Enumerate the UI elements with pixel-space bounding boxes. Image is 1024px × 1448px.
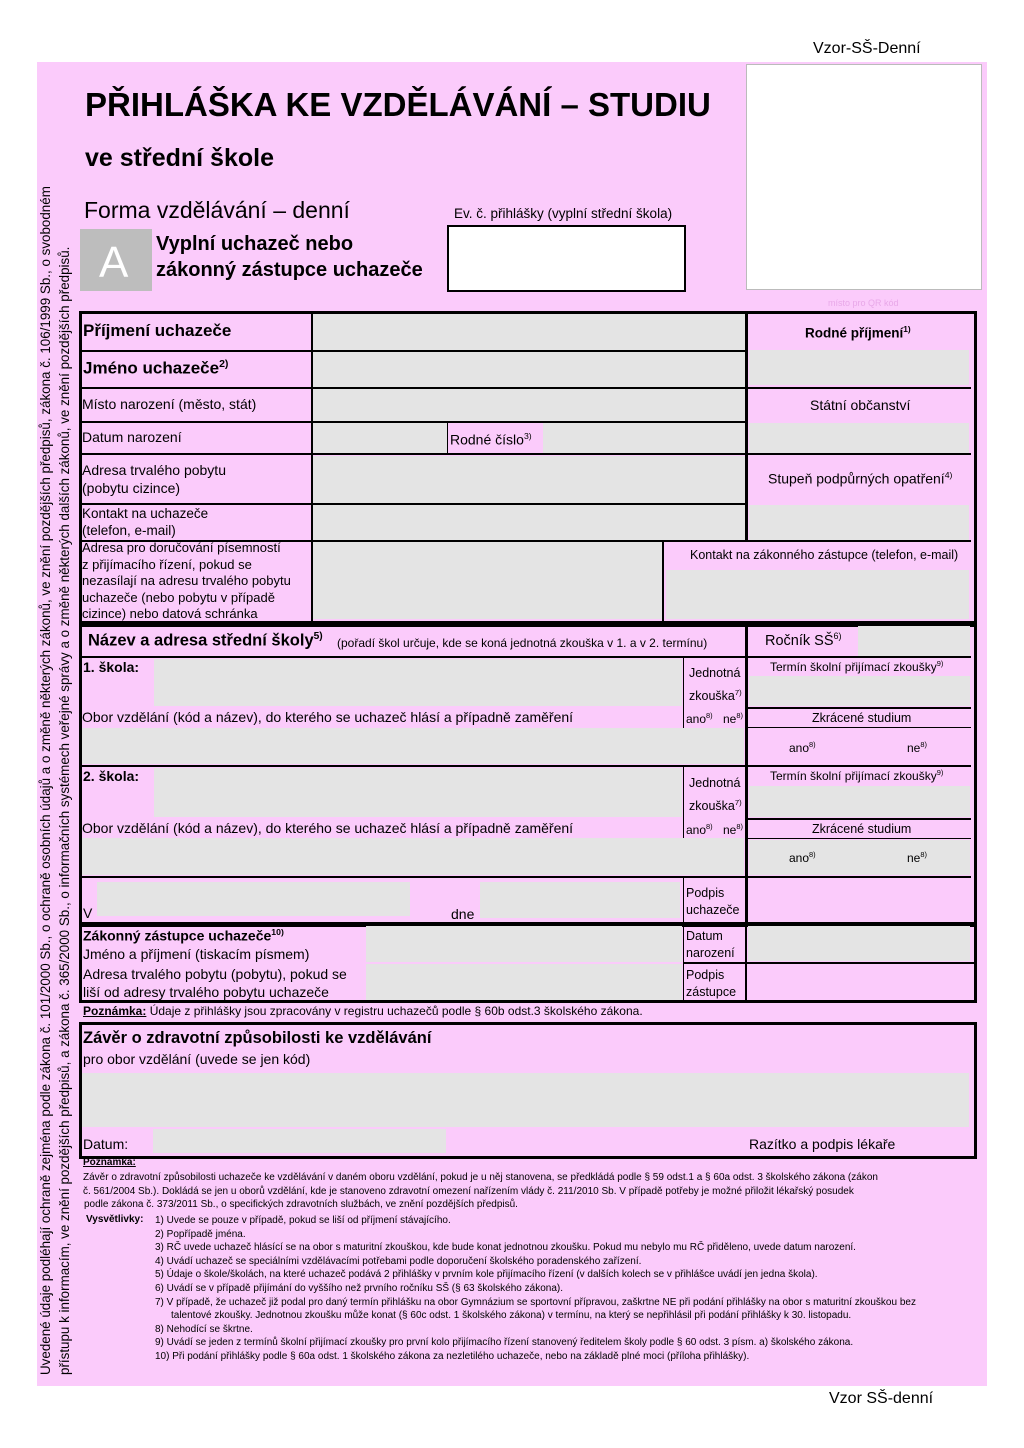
guardian-contact-field[interactable] [666,570,969,619]
place-label: V [83,905,93,921]
divider [745,838,971,839]
divider [79,876,971,878]
list-item: 9) Uvádí se jeden z termínů školní přijímací zkoušky pro první kolo přijímacího řízení stanovený ředitelem školy podle § 60 odst. 3 písm. a) školského zákona. [155,1337,854,1349]
part-line-1: Vyplní uchazeč nebo [156,233,354,255]
list-item: talentové zkoušky. Jednotnou zkoušku může konat (§ 60c odst. 1 školského zákona) v termínu, na který se nepřihlásil při podání přihlášky k 30. listopadu. [171,1310,852,1322]
surname-label: Příjmení uchazeče [83,321,232,340]
doctor-stamp-label: Razítko a podpis lékaře [749,1136,896,1152]
list-item: 5) Údaje o škole/školách, na které uchazeč podává 2 přihlášky v prvním kole přijímacího řízení (v dalších kolech se v přihlášce uvádí jen jedna škola). [155,1269,818,1281]
divider [447,421,448,453]
school-1-short-no[interactable]: $ne^{8)}$ [907,740,927,755]
school-1-termin-label: Termín školní přijímací zkoušky$^{9)}$ [770,659,944,674]
health-title: Závěr o zdravotní způsobilosti ke vzdělávání [83,1029,432,1047]
school-2-exam-no[interactable]: $ne^{8)}$ [723,822,743,837]
divider [683,656,684,728]
list-item: 8) Nehodící se škrtne. [155,1323,253,1335]
school-1-name-field[interactable] [154,659,682,706]
delivery-address-label: Adresa pro doručování písemností z přijímacího řízení, pokud se nezasílají na adresu trvalého pobytu uchazeče (nebo pobytu v případě cizince) nebo datová schránka [82,540,291,621]
form-code-bottom: Vzor SŠ-denní [829,1390,934,1407]
list-item: 2) Popřípadě jména. [155,1228,246,1240]
form-type: Forma vzdělávání – denní [84,197,350,223]
divider [79,350,748,352]
school-2-name-field[interactable] [154,768,682,817]
school-1-exam-no[interactable]: $ne^{8)}$ [723,711,743,726]
birth-surname-field[interactable] [749,350,969,385]
birthdate-label: Datum narození [82,429,182,445]
guardian-birthdate-field[interactable] [748,926,970,961]
guardian-address-field[interactable] [366,964,682,1000]
divider [683,765,684,838]
ev-label: Ev. č. přihlášky (vyplní střední škola) [454,206,673,221]
birthplace-field[interactable] [313,389,745,421]
divider [79,656,971,658]
grade-label: Ročník SŠ$^{6)}$ [765,631,842,649]
explanations-label: Vysvětlivky: [86,1214,144,1225]
citizenship-label: Státní občanství [810,397,911,413]
birth-surname-label: Rodné příjmení$^{1)}$ [805,324,911,341]
health-date-field[interactable] [153,1129,446,1153]
birthplace-label: Místo narození (město, stát) [82,396,257,412]
page-title: PŘIHLÁŠKA KE VZDĚLÁVÁNÍ – STUDIU [85,86,711,123]
list-item: 6) Uvádí se v případě přijímání do vyššího než prvního ročníku SŠ (§ 63 školského zákona). [155,1282,563,1294]
school-2-termin-field[interactable] [749,786,970,817]
divider [745,818,971,820]
list-item: 1) Uvede se pouze v případě, pokud se liší od příjmení stávajícího. [155,1215,451,1226]
contact-field[interactable] [313,505,745,540]
applicant-signature-label: Podpis uchazeče [686,886,740,917]
address-field[interactable] [313,456,745,503]
qr-label: místo pro QR kód [828,298,899,308]
divider [745,311,748,542]
address-label: Adresa trvalého pobytu (pobytu cizince) [82,462,226,496]
delivery-address-field[interactable] [313,542,662,619]
side-legal-text-2: přístupu k informacím, ve znění pozdějších předpisů, a zákona č. 365/2000 Sb., o informačních systémech veřejné správy a o změně některých dalších zákonů, ve znění pozdějších předpisů. [57,246,72,1375]
divider [745,707,971,709]
place-field[interactable] [97,882,410,916]
school-2-short-label: Zkrácené studium [812,822,912,836]
divider [79,387,971,389]
school-1-field-label: Obor vzdělání (kód a název), do kterého se uchazeč hlásí a případně zaměření [82,709,574,725]
schools-heading-note: (pořadí škol určuje, kde se koná jednotná zkouška v 1. a v 2. termínu) [337,636,708,650]
divider [311,311,313,621]
date-field[interactable] [480,882,680,918]
birth-number-field[interactable] [543,423,745,453]
health-subtitle: pro obor vzdělání (uvede se jen kód) [83,1051,311,1067]
list-item: 4) Uvádí uchazeč se speciálními vzdělávacími potřebami podle doporučení školského poradenského zařízení. [155,1255,642,1267]
school-2-field-input[interactable] [82,838,744,875]
school-1-label: 1. škola: [83,659,140,675]
divider [745,727,971,728]
contact-label: Kontakt na uchazeče (telefon, e-mail) [82,506,209,538]
side-legal-text-1: Uvedené údaje podléhají ochraně zejména podle zákona č. 101/2000 Sb., o ochraně osobních údajů a o změně některých zákonů, ve znění pozdějších předpisů, zákona č. 106/1999 Sb., o svobodném [38,186,53,1375]
ev-number-field[interactable] [447,225,686,292]
school-1-exam-yes[interactable]: ano$^{8)}$ [686,711,713,726]
guardian-signature-label: Podpis zástupce [686,968,737,999]
birthdate-field[interactable] [313,423,447,453]
support-level-field[interactable] [749,505,969,540]
list-item: 3) RČ uvede uchazeč hlásící se na obor s maturitní zkouškou, kde bude konat jednotnou zkoušku. Pokud mu nebylo mu RČ přiděleno, uvede datum narození. [155,1242,856,1254]
surname-field[interactable] [313,314,745,350]
school-1-short-yes[interactable]: ano$^{8)}$ [789,740,816,755]
note-1: Poznámka: Údaje z přihlášky jsou zpracovány v registru uchazečů podle § 60b odst.3 školského zákona. [83,1004,643,1018]
part-line-2: zákonný zástupce uchazeče [156,259,423,281]
part-letter: A [99,238,129,287]
school-1-exam-label: Jednotná zkouška$^{7)}$ [689,666,742,704]
list-item: 7) V případě, že uchazeč již podal pro daný termín přihlášku na obor Gymnázium se sportovní přípravou, zaškrtne NE při podání přihlášky na obor s maturitní zkouškou bez [155,1296,916,1308]
school-1-termin-field[interactable] [749,676,970,706]
birth-number-label: Rodné číslo$^{3)}$ [450,431,532,448]
guardian-contact-label: Kontakt na zákonného zástupce (telefon, e-mail) [690,548,959,562]
divider [79,765,971,767]
health-date-label: Datum: [83,1136,129,1152]
qr-box [746,64,982,290]
school-2-field-label: Obor vzdělání (kód a název), do kterého se uchazeč hlásí a případně zaměření [82,820,574,836]
citizenship-field[interactable] [749,423,969,453]
divider [79,621,974,624]
school-2-exam-label: Jednotná zkouška$^{7)}$ [689,776,742,814]
divider [683,962,974,964]
firstname-label: Jméno uchazeče$^{2)}$ [83,358,229,378]
guardian-birthdate-label: Datum narození [686,929,735,960]
school-2-short-yes[interactable]: ano$^{8)}$ [789,850,816,865]
grade-field[interactable] [858,626,970,656]
guardian-address-label: Adresa trvalého pobytu (pobytu), pokud se liší od adresy trvalého pobytu uchazeče [83,966,347,1000]
schools-heading: Název a adresa střední školy$^{5)}$ [88,631,323,650]
explanations-list [155,1214,916,1364]
divider [662,540,664,621]
divider [683,876,684,924]
date-label: dne [451,906,475,922]
school-2-short-field[interactable] [749,840,970,875]
support-level-label: Stupeň podpůrných opatření$^{4)}$ [768,470,953,487]
divider [79,421,748,423]
page-subtitle: ve střední škole [85,144,274,172]
divider [745,876,748,924]
note-2-label: Poznámka: [83,1157,136,1168]
divider [79,453,971,455]
school-2-short-no[interactable]: $ne^{8)}$ [907,850,927,865]
school-1-short-label: Zkrácené studium [812,711,912,725]
guardian-title: Zákonný zástupce uchazeče$^{10)}$ [83,927,284,944]
note-2-text: Závěr o zdravotní způsobilosti uchazeče ke vzdělávání v daném oboru vzdělání, pokud je u něj stanovena, se předkládá podle § 59 odst.1 a § 60a odst. 3 školského zákona (zákon č. 561/2004 Sb.). Dokládá se jen u oborů vzdělání, kde je stanoveno zdravotní omezení nařízením vlády č. 211/2010 Sb. V případě potřeby je možné přiložit lékařský posudek podle zákona č. 373/2011 Sb., o specifických zdravotních službách, ve znění pozdějších předpisů. [83,1172,878,1210]
school-2-exam-yes[interactable]: ano$^{8)}$ [686,822,713,837]
school-2-termin-label: Termín školní přijímací zkoušky$^{9)}$ [770,768,944,783]
list-item: 10) Při podání přihlášky podle § 60a odst. 1 školského zákona za nezletilého uchazeče, nebo na základě plné moci (příloha přihlášky). [155,1350,750,1362]
form-code-top: Vzor-SŠ-Denní [813,40,921,57]
school-2-label: 2. škola: [83,768,140,784]
school-1-field-input[interactable] [82,728,744,764]
health-field-code[interactable] [82,1073,969,1127]
firstname-field[interactable] [313,352,745,387]
guardian-name-field[interactable] [366,926,682,962]
guardian-name-label: Jméno a příjmení (tiskacím písmem) [83,946,310,962]
